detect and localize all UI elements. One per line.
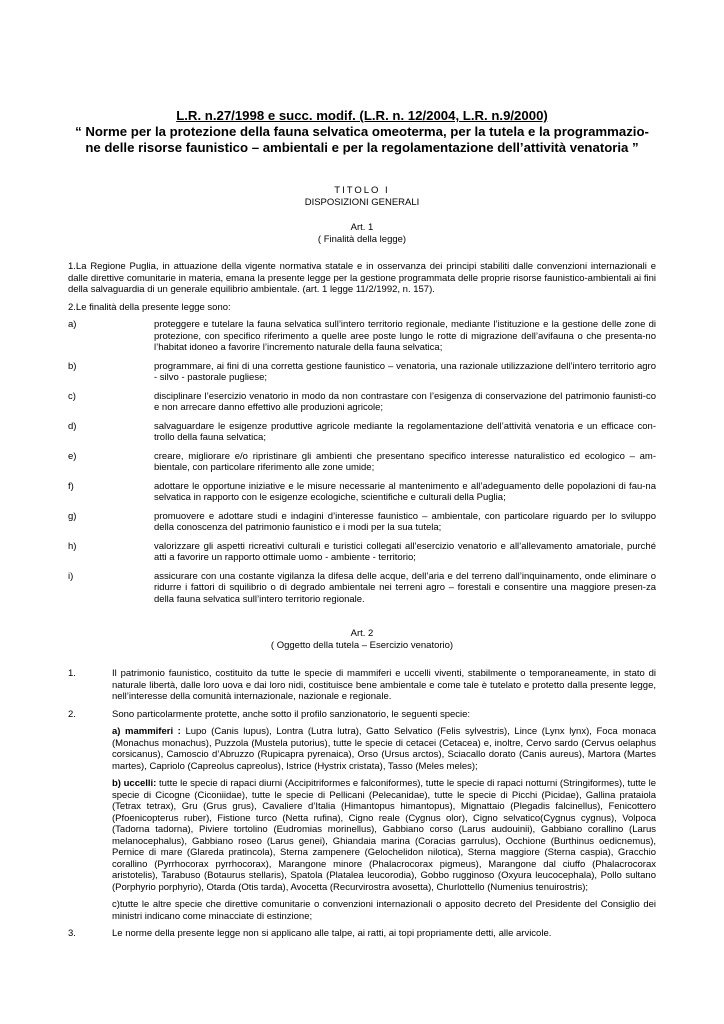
paragraph-text: Sono particolarmente protette, anche sotto il profilo sanzionatorio, le seguenti specie: [112, 708, 471, 720]
law-reference: L.R. n.27/1998 e succ. modif. (L.R. n. 12/2004, L.R. n.9/2000) [176, 108, 548, 123]
list-item: e) creare, migliorare e/o ripristinare gli ambienti che presentano specifico interesse naturalistico ed ecologico – am-bientale, con particolare riferimento alle zone umide; [68, 450, 656, 473]
law-title-line-1: “ Norme per la protezione della fauna selvatica omeoterma, per la tutela e la programmazio- [75, 124, 649, 139]
paragraph-number: 3. [68, 928, 76, 939]
birds-text: tutte le specie di rapaci diurni (Accipitriformes e falconiformes), tutte le specie di rapaci notturni (Stringiformes), tutte le specie di Cicogne (Ciconiidae), tutte le specie di Pellicani (Pelecanidae), tutte le specie di Picchi (Picidae), Gallina prataiola (Tetrax tetrax), Gru (Grus grus), Cavaliere d’Italia (Himantopus himantopus), Mignattaio (Plegadis falcinellus), Fenicottero (Pfoenicopterus ruber), Fistione turco (Netta rufina), Cigno reale (Cygnus olor), Cigno selvatico(Cygnus cygnus), Volpoca (Tadorna tadorna), Piviere tortolino (Eudromias morinellus), Gabbiano corso (Larus audouinii), Gabbiano corallino (Larus melanocephalus), Gabbiano roseo (Larus genei), Ghiandaia marina (Coracias garrulus), Occhione (Burthinus oedicnemus), Pernice di mare (Glareda pratincola), Sterna zampenere (Gelochelidon nilotica), Sterna maggiore (Sterna caspia), Gracchio corallino (Pyrrhocorax pyrrhocorax), Marangone minore (Phalacrocorax pigmeus), Marangone dal ciuffo (Phalacrocorax aristotelis), Tarabuso (Botaurus stellaris), Spatola (Platalea leucorodia), Gobbo rugginoso (Oxyura leucocephala), Pollo sultano (Porphyrio porphyrio), Otarda (Otis tarda), Avocetta (Recurvirostra avosetta), Churlottello (Numenius tenuirostris); [112, 778, 656, 893]
birds-list [112, 778, 656, 893]
list-item: f) adottare le opportune iniziative e le misure necessarie al mantenimento e all’adeguamento delle popolazioni di fau-na selvatica in rapporto con le esigenze ecologiche, scientifiche e culturali della Puglia; [68, 480, 656, 503]
art2-subtitle: ( Oggetto della tutela – Esercizio venatorio) [270, 639, 454, 651]
art2-body [68, 668, 656, 940]
paragraph-text: Il patrimonio faunistico, costituito da tutte le specie di mammiferi e uccelli viventi, stabilmente o temporaneamente, in stato di naturale libertà, dalle loro uova e dai loro nidi, costituisce bene ambientale e come tale è tutelato e protetto dalla presente legge, nell’interesse della comunità internazionale, nazionale e regionale. [112, 668, 656, 702]
list-item: g) promuovere e adottare studi e indagini d’interesse faunistico – ambientale, con particolare riguardo per lo sviluppo della conoscenza del patrimonio faunistico e i modi per la sua tutela; [68, 510, 656, 533]
art1-finalities-list [68, 319, 656, 605]
law-title [68, 108, 656, 156]
titolo-label: TITOLO I [334, 185, 390, 196]
paragraph-number: 1. [68, 668, 76, 679]
art2-paragraph-3 [68, 928, 656, 940]
art2-paragraph-1 [68, 668, 656, 703]
list-item: b) programmare, ai fini di una corretta gestione faunistico – venatoria, una razionale utilizzazione dell’intero territorio agro - silvo - pastorale pugliese; [68, 360, 656, 383]
list-item: i) assicurare con una costante vigilanza la difesa delle acque, dell’aria e del terreno dall’inquinamento, onde eliminare o ridurre i fattori di squilibrio o di degrado ambientale nei terreni agro – forestali e consentire una maggiore presen-za della fauna selvatica sull’intero territorio regionale. [68, 570, 656, 605]
art1-heading: Art. 1 [350, 222, 374, 233]
art2-paragraph-2 [68, 709, 656, 721]
birds-label: b) uccelli: [112, 778, 157, 789]
mammals-list [112, 726, 656, 772]
titolo-name: DISPOSIZIONI GENERALI [304, 196, 420, 208]
art1-paragraph-2: 2.Le finalità della presente legge sono: [68, 301, 231, 313]
paragraph-text: Le norme della presente legge non si applicano alle talpe, ai ratti, ai topi propriamente detti, alle arvicole. [112, 928, 552, 939]
list-item: d) salvaguardare le esigenze produttive agricole mediante la regolamentazione dell’attività venatoria e un efficace con-trollo della fauna selvatica; [68, 420, 656, 443]
art1-paragraph-1: 1.La Regione Puglia, in attuazione della vigente normativa statale e in osservanza dei principi stabiliti dalle convenzioni internazionali e dalle direttive comunitarie in materia, emana la presente legge per la gestione programmata delle proprie risorse faunistico-ambientali ai fini della salvaguardia di un generale equilibrio ambientale. (art. 1 legge 11/2/1992, n. 157). [68, 261, 656, 295]
list-item: h) valorizzare gli aspetti ricreativi culturali e turistici collegati all’esercizio venatorio e all’allevamento amatoriale, purché atti a favorire un rapporto ottimale uomo - ambiente - territorio; [68, 540, 656, 563]
art2-heading: Art. 2 [350, 628, 374, 639]
paragraph-number: 2. [68, 708, 76, 720]
other-species-text: c)tutte le altre specie che direttive comunitarie o convenzioni internazionali o apposito decreto del Presidente del Consiglio dei ministri indicano come minacciate di estinzione; [112, 899, 656, 922]
mammals-text: Lupo (Canis lupus), Lontra (Lutra lutra), Gatto Selvatico (Felis sylvestris), Lince (Lynx lynx), Foca monaca (Monachus monachus), Puzzola (Mustela putorius), tutte le specie di cetacei (Cetacea) e, inoltre, Cervo sardo (Cervus oelaphus corsicanus), Camoscio d’Abruzzo (Rupicapra pyrenaica), Orso (Ursus arctos), Sciacallo dorato (Canis aureus), Martora (Martes martes), Capriolo (Capreolus capreolus), Istrice (Hystrix cristata), Tasso (Meles meles); [112, 726, 657, 772]
mammals-label: a) mammiferi : [112, 726, 181, 737]
list-item: c) disciplinare l’esercizio venatorio in modo da non contrastare con l’esigenza di conservazione del patrimonio faunisti-co e non arrecare danno effettivo alle produzioni agricole; [68, 390, 656, 413]
list-item: a) proteggere e tutelare la fauna selvatica sull’intero territorio regionale, mediante l’istituzione e la gestione delle zone di protezione, con specifico riferimento a quelle aree poste lungo le rotte di migrazione dell’avifauna o che presenta-no l’habitat idoneo a favorire l’incremento naturale della fauna selvatica; [68, 319, 656, 353]
art1-subtitle: ( Finalità della legge) [317, 233, 407, 245]
law-title-line-2: ne delle risorse faunistico – ambientali e per la regolamentazione dell’attività venatoria ” [85, 140, 639, 155]
